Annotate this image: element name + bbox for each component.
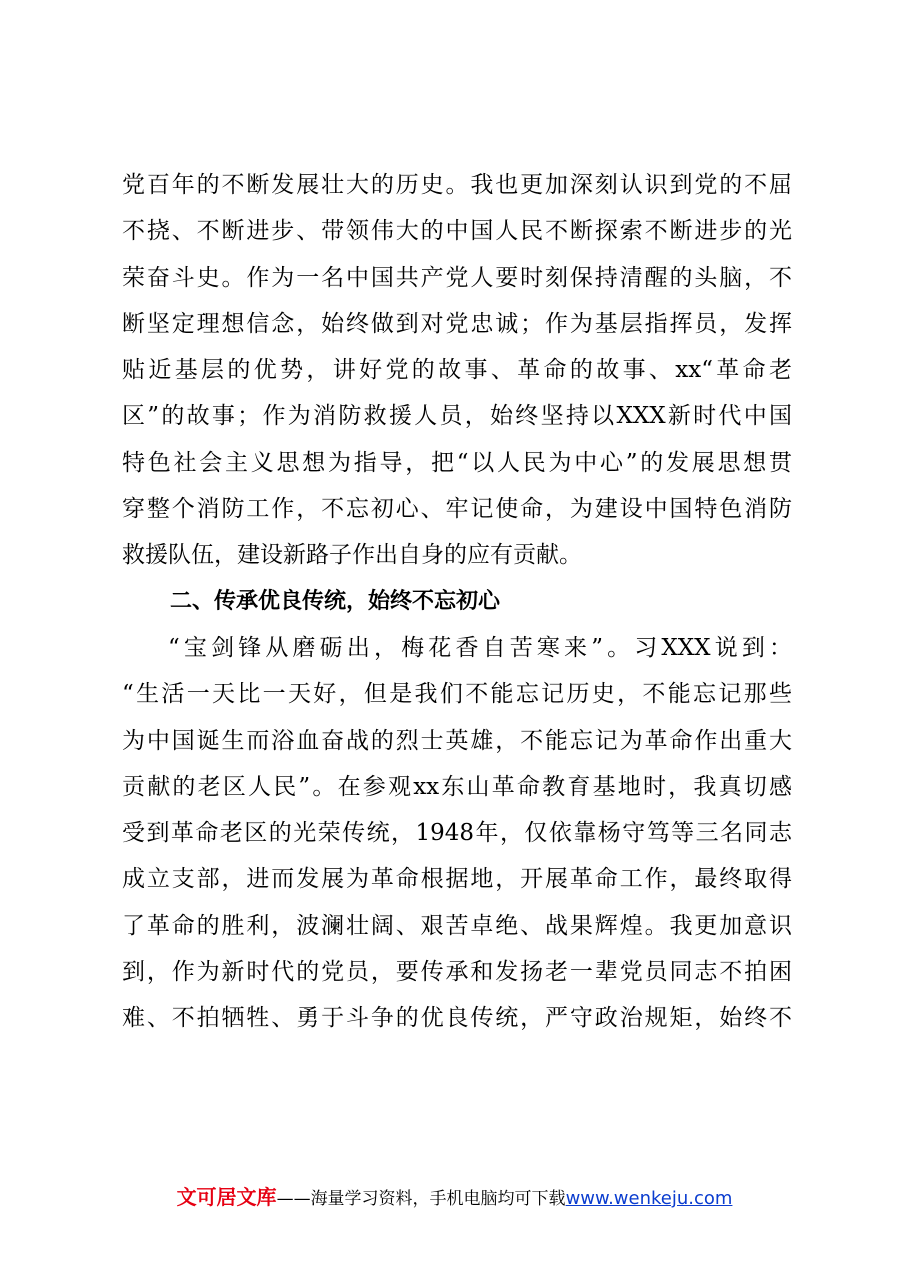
paragraph-line: 穿整个消防工作，不忘初心、牢记使命，为建设中国特色消防 bbox=[122, 496, 792, 523]
paragraph-line: 到，作为新时代的党员，要传承和发扬老一辈党员同志不拍困 bbox=[122, 959, 792, 986]
paragraph-line: 难、不拍牺牲、勇于斗争的优良传统，严守政治规矩，始终不 bbox=[122, 1005, 792, 1032]
footer-banner bbox=[0, 1181, 909, 1210]
paragraph-line: 特色社会主义思想为指导，把“以人民为中心”的发展思想贯 bbox=[122, 449, 792, 476]
paragraph-line: 断坚定理想信念，始终做到对党忠诚；作为基层指挥员，发挥 bbox=[122, 310, 792, 337]
paragraph-line: “宝剑锋从磨砺出，梅花香自苦寒来”。习XXX说到： bbox=[168, 634, 792, 661]
paragraph-line: 成立支部，进而发展为革命根据地，开展革命工作，最终取得 bbox=[122, 866, 792, 893]
paragraph-line: 受到革命老区的光荣传统，1948年，仅依靠杨守笃等三名同志 bbox=[122, 820, 792, 847]
paragraph-line: 了革命的胜利，波澜壮阔、艰苦卓绝、战果辉煌。我更加意识 bbox=[122, 912, 792, 939]
section-heading: 二、传承优良传统，始终不忘初心 bbox=[170, 588, 501, 614]
document-body bbox=[122, 162, 792, 1042]
paragraph-line: 为中国诞生而浴血奋战的烈士英雄，不能忘记为革命作出重大 bbox=[122, 727, 792, 754]
paragraph-line: 区”的故事；作为消防救援人员，始终坚持以XXX新时代中国 bbox=[122, 403, 792, 430]
paragraph-line: 救援队伍，建设新路子作出自身的应有贡献。 bbox=[122, 542, 582, 569]
footer-tagline: ——海量学习资料，手机电脑均可下载 bbox=[276, 1189, 566, 1209]
paragraph-line: 荣奋斗史。作为一名中国共产党人要时刻保持清醒的头脑，不 bbox=[122, 264, 792, 291]
paragraph-line: 不挠、不断进步、带领伟大的中国人民不断探索不断进步的光 bbox=[122, 218, 792, 245]
footer-brand: 文可居文库 bbox=[176, 1185, 277, 1209]
footer-url-link[interactable]: www.wenkeju.com bbox=[565, 1188, 733, 1209]
paragraph-line: 贡献的老区人民”。在参观xx东山革命教育基地时，我真切感 bbox=[122, 773, 792, 800]
paragraph-line: 党百年的不断发展壮大的历史。我也更加深刻认识到党的不屈 bbox=[122, 172, 792, 198]
paragraph-line: 贴近基层的优势，讲好党的故事、革命的故事、xx“革命老 bbox=[122, 357, 792, 384]
paragraph-line: “生活一天比一天好，但是我们不能忘记历史，不能忘记那些 bbox=[122, 681, 792, 708]
